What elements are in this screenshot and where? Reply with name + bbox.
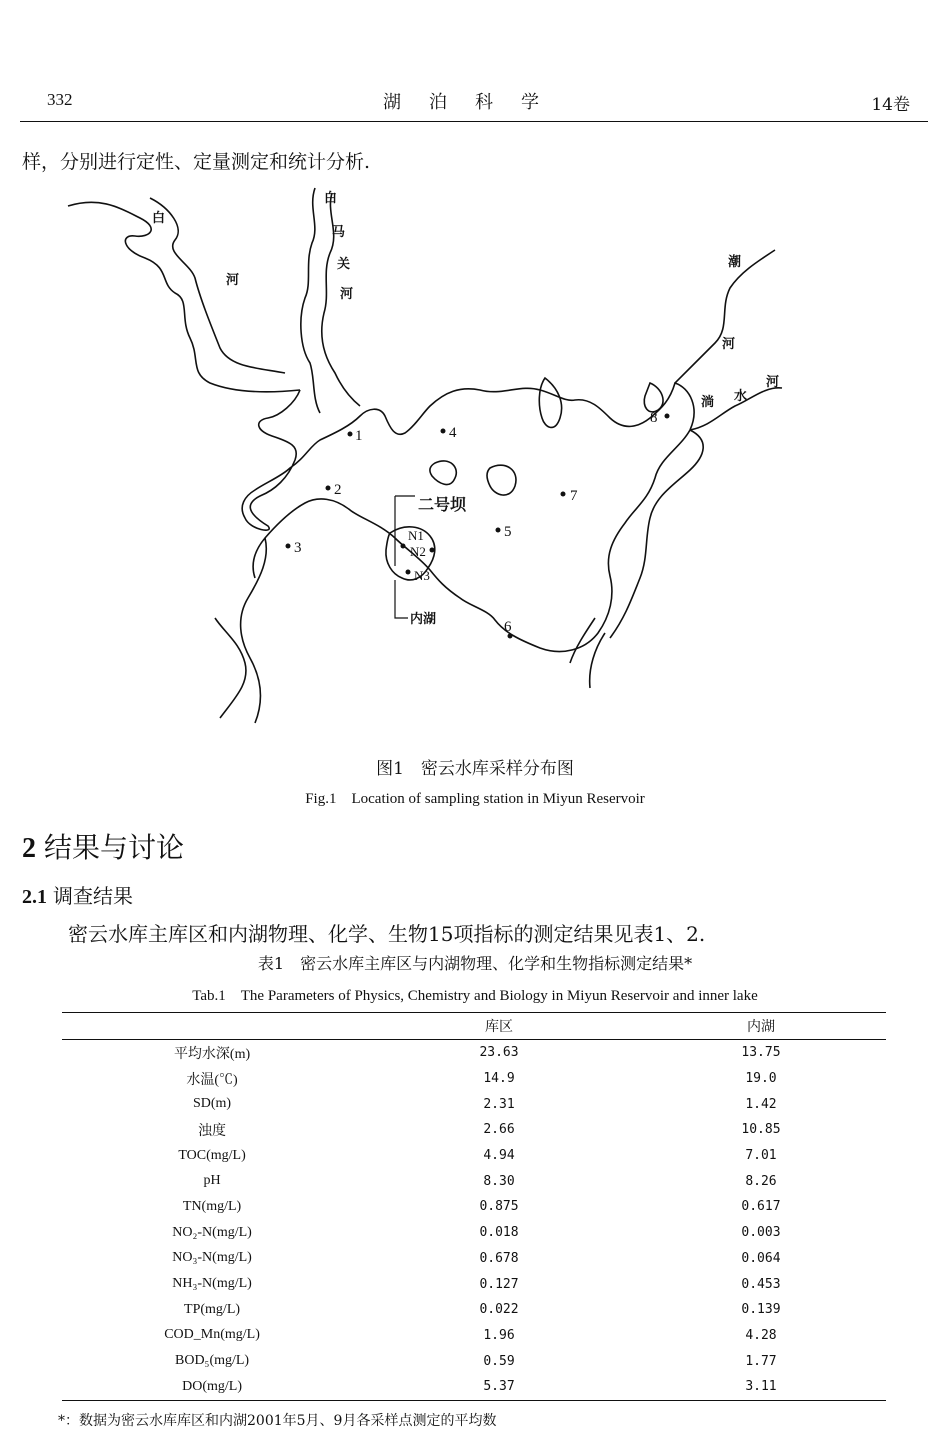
table-row [62,1374,886,1400]
table-row [62,1117,886,1143]
station-label: 7 [570,488,578,504]
table-row [62,1194,886,1220]
cell-reservoir: 0.875 [479,1199,519,1215]
station-8 [665,414,670,419]
body-paragraph: 密云水库主库区和内湖物理、化学、生物15项指标的测定结果见表1、2. [68,922,706,946]
intro-text: 样，分别进行定性、定量测定和统计分析. [22,151,371,173]
cell-reservoir: 0.022 [479,1302,519,1318]
cell-reservoir: 5.37 [362,1374,636,1400]
station-label: 4 [449,425,457,441]
table-row [62,1297,886,1323]
table-row [62,1271,886,1297]
map-label-he: 河 [766,375,780,390]
station-N1 [401,544,406,549]
station-5 [496,528,501,533]
cell-parameter: pH [203,1173,221,1189]
cell-reservoir: 2.31 [483,1096,515,1112]
cell-inner-lake: 4.28 [745,1327,777,1343]
station-label: 2 [334,482,342,498]
station-label: 3 [294,540,302,556]
cell-parameter: 浊度 [198,1123,227,1139]
island [487,465,516,495]
cell-inner-lake: 3.11 [636,1374,886,1400]
table-row [62,1168,886,1194]
cell-inner-lake: 0.003 [741,1225,781,1241]
dam-label: 二号坝 [418,495,467,514]
station-4 [441,429,446,434]
table-footnote: *：数据为密云水库库区和内湖2001年5月、9月各采样点测定的平均数 [58,1413,497,1429]
station-label: N1 [408,528,424,543]
cell-reservoir: 23.63 [479,1045,519,1061]
map-label-shui: 水 [734,389,748,404]
station-label: 5 [504,524,512,540]
cell-inner-lake: 1.77 [745,1353,777,1369]
cell-parameter: SD(m) [192,1096,232,1112]
cell-reservoir: 0.59 [483,1353,515,1369]
table-row [62,1143,886,1169]
table-row [62,1323,886,1349]
cell-inner-lake: 7.01 [745,1148,777,1164]
cell-parameter: BOD₅(mg/L) [175,1353,250,1369]
island [430,461,456,485]
section-heading [22,826,184,866]
inner-lake-leader [395,580,408,618]
station-7 [561,492,566,497]
cell-parameter: 水温(℃) [186,1072,238,1088]
figure-caption-zh: 图1 密云水库采样分布图 [376,759,574,779]
table-caption-zh: 表1 密云水库主库区与内湖物理、化学和生物指标测定结果* [257,954,693,973]
table-row [62,1091,886,1117]
station-label: 6 [504,619,512,635]
reservoir-map [50,178,810,733]
cell-parameter: COD_Mn(mg/L) [164,1327,260,1343]
map-label-he: 河 [340,287,354,302]
station-N2 [430,548,435,553]
subsection-number: 2.1 [22,886,47,908]
cell-parameter: NO₃-N(mg/L) [172,1250,252,1266]
cell-inner-lake: 10.85 [741,1122,781,1138]
inner-lake-label: 内湖 [410,612,437,627]
map-label-he: 河 [722,337,736,352]
map-label-bai: 白 [324,191,338,206]
station-label: 8 [650,410,658,426]
station-label: 1 [355,428,363,444]
table-row [62,1066,886,1092]
data-table [62,1012,886,1401]
map-label-ma: 马 [332,225,346,240]
cell-parameter: TP(mg/L) [184,1301,241,1317]
cell-parameter: TN(mg/L) [182,1198,242,1214]
station-1 [348,432,353,437]
subsection-title: 调查结果 [53,884,133,908]
cell-parameter: NO₂-N(mg/L) [172,1224,252,1240]
cell-inner-lake: 1.42 [745,1096,777,1112]
cell-inner-lake: 0.064 [741,1250,781,1266]
cell-parameter: 平均水深(m) [173,1046,251,1062]
figure-caption-en: Fig.1 Location of sampling station in Miyun Reservoir [305,791,645,807]
column-header: 库区 [362,1013,636,1040]
bai-river-bank-2 [150,198,285,373]
station-2 [326,486,331,491]
bai-river-bank [68,202,300,392]
cell-inner-lake: 19.0 [745,1071,777,1087]
column-header: 内湖 [636,1013,886,1040]
map-label-chao: 潮 [728,255,742,270]
cell-reservoir: 0.678 [479,1250,519,1266]
header-rule [20,121,928,122]
cell-inner-lake: 8.26 [745,1173,777,1189]
map-label-tang: 淌 [701,395,715,410]
cell-reservoir: 4.94 [483,1148,515,1164]
table-row [62,1040,886,1066]
cell-parameter: NH₃-N(mg/L) [172,1276,252,1292]
cell-inner-lake: 0.453 [741,1276,781,1292]
subsection-heading [22,880,133,909]
cell-reservoir: 0.018 [479,1225,519,1241]
cell-parameter: DO(mg/L) [62,1374,362,1400]
station-label: N3 [414,568,430,583]
cell-inner-lake: 0.617 [741,1199,781,1215]
section-title: 结果与讨论 [44,831,185,864]
map-label-guan: 关 [337,257,351,272]
reservoir-shoreline-east [610,430,703,638]
cell-reservoir: 1.96 [483,1327,515,1343]
island [644,383,663,412]
column-header [62,1013,362,1040]
table-header-row [62,1013,886,1040]
island [539,378,561,427]
section-number: 2 [22,833,36,864]
table-row [62,1246,886,1272]
volume-label: 14卷 [871,95,910,115]
station-N3 [406,570,411,575]
table-row [62,1220,886,1246]
cell-inner-lake: 0.139 [741,1302,781,1318]
cell-reservoir: 0.127 [479,1276,519,1292]
southeast-inlet [570,618,605,688]
page-number: 332 [47,90,73,109]
journal-title: 湖泊科学 [383,92,567,113]
table-caption-en: Tab.1 The Parameters of Physics, Chemistry and Biology in Miyun Reservoir and inner lake [192,988,758,1004]
cell-reservoir: 14.9 [483,1071,515,1087]
table-row [62,1348,886,1374]
cell-parameter: TOC(mg/L) [178,1147,246,1163]
chao-river-bank [675,250,775,383]
map-label-bai: 白 [152,211,166,226]
cell-reservoir: 2.66 [483,1122,515,1138]
cell-inner-lake: 13.75 [741,1045,781,1061]
station-label: N2 [410,544,426,559]
cell-reservoir: 8.30 [483,1173,515,1189]
map-label-he: 河 [226,273,240,288]
station-3 [286,544,291,549]
baima-river-bank [301,188,320,413]
